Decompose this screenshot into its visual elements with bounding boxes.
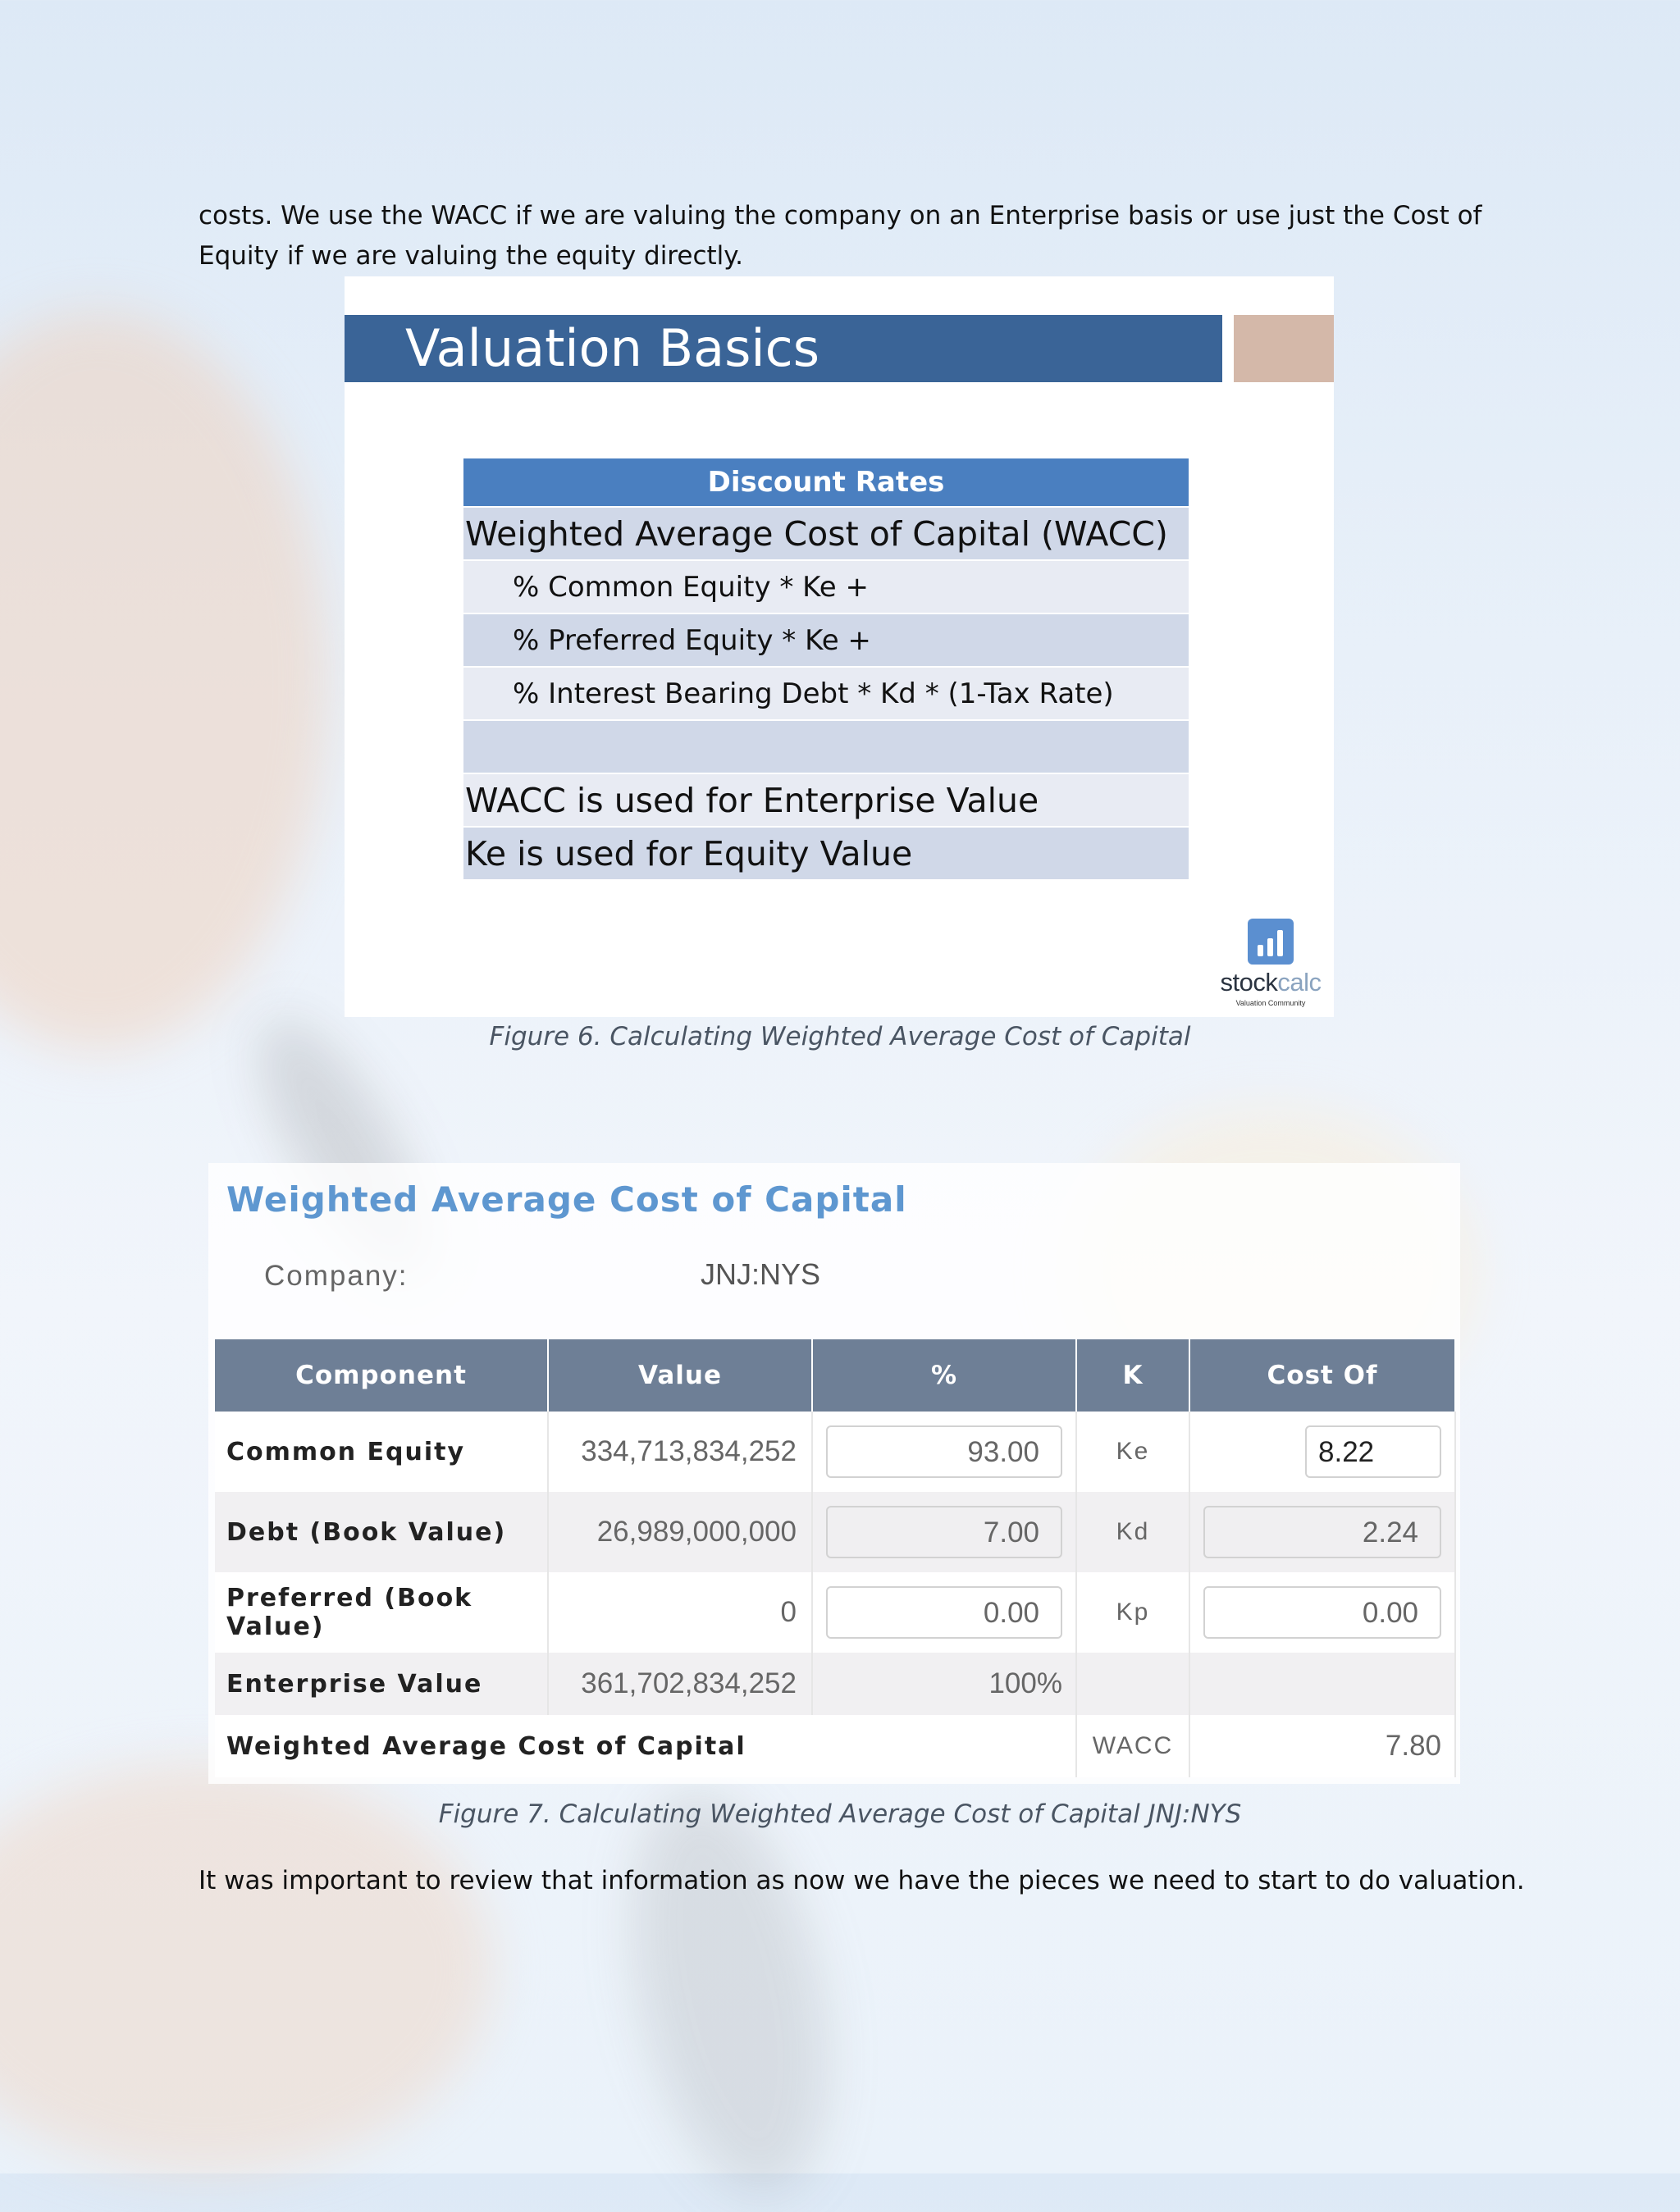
kd-cost-field: 2.24 <box>1203 1506 1441 1558</box>
discount-rates-header: Discount Rates <box>463 458 1189 506</box>
header-cost-of: Cost Of <box>1189 1339 1455 1412</box>
dr-row-wacc: Weighted Average Cost of Capital (WACC) <box>463 508 1189 559</box>
row-preferred <box>215 1572 1455 1653</box>
slide-title: Valuation Basics <box>405 318 820 378</box>
header-k: K <box>1076 1339 1189 1412</box>
kp-cost-input[interactable]: 0.00 <box>1203 1586 1441 1639</box>
component-name: Common Equity <box>215 1412 548 1492</box>
common-equity-percent-input[interactable]: 93.00 <box>826 1425 1062 1478</box>
component-name: Preferred (Book Value) <box>215 1572 548 1653</box>
discount-rates-table <box>463 458 1189 879</box>
figure-7-caption: Figure 7. Calculating Weighted Average Cost of Capital JNJ:NYS <box>438 1799 1242 1829</box>
valuation-basics-slide <box>345 276 1334 1017</box>
outro-paragraph: It was important to review that information as now we have the pieces we need to start to do valuation. <box>199 1866 1525 1895</box>
preferred-percent-input[interactable]: 0.00 <box>826 1586 1062 1639</box>
dr-row-common-equity: % Common Equity * Ke + <box>463 561 1189 613</box>
row-common-equity <box>215 1412 1455 1492</box>
component-value: 26,989,000,000 <box>548 1492 812 1572</box>
wacc-k-label: WACC <box>1076 1715 1189 1777</box>
dr-row-ke-equity: Ke is used for Equity Value <box>463 828 1189 879</box>
component-value: 334,713,834,252 <box>548 1412 812 1492</box>
wacc-calculator <box>208 1163 1460 1784</box>
bar-chart-icon <box>1248 919 1294 965</box>
row-enterprise-value <box>215 1653 1455 1715</box>
enterprise-value: 361,702,834,252 <box>548 1653 812 1715</box>
intro-paragraph: costs. We use the WACC if we are valuing the company on an Enterprise basis or use just the Cost of Equity if we are valuing the equity directly. <box>199 201 1482 271</box>
dr-row-blank <box>463 721 1189 773</box>
k-label: Kd <box>1076 1492 1189 1572</box>
wacc-value: 7.80 <box>1189 1715 1455 1777</box>
header-component: Component <box>215 1339 548 1412</box>
logo-tagline: Valuation Community <box>1235 999 1306 1007</box>
stockcalc-logo <box>1210 919 1331 1010</box>
wacc-table <box>215 1339 1456 1777</box>
header-value: Value <box>548 1339 812 1412</box>
enterprise-percent: 100% <box>812 1653 1076 1715</box>
dr-row-preferred-equity: % Preferred Equity * Ke + <box>463 614 1189 666</box>
figure-6-caption: Figure 6. Calculating Weighted Average Cost of Capital <box>489 1022 1191 1051</box>
slide-banner <box>345 315 1222 382</box>
company-value: JNJ:NYS <box>701 1257 821 1291</box>
wacc-label: Weighted Average Cost of Capital <box>215 1715 1076 1777</box>
debt-percent-field: 7.00 <box>826 1506 1062 1558</box>
k-label: Kp <box>1076 1572 1189 1653</box>
component-value: 0 <box>548 1572 812 1653</box>
wacc-title: Weighted Average Cost of Capital <box>226 1179 907 1220</box>
dr-row-wacc-enterprise: WACC is used for Enterprise Value <box>463 774 1189 826</box>
ke-cost-input[interactable]: 8.22 <box>1305 1425 1441 1478</box>
k-label: Ke <box>1076 1412 1189 1492</box>
component-name: Debt (Book Value) <box>215 1492 548 1572</box>
wacc-header-row <box>215 1339 1455 1412</box>
company-label: Company: <box>264 1260 409 1292</box>
enterprise-label: Enterprise Value <box>215 1653 548 1715</box>
header-percent: % <box>812 1339 1076 1412</box>
row-wacc <box>215 1715 1455 1777</box>
slide-accent-block <box>1234 315 1334 382</box>
logo-wordmark: stockcalc <box>1220 968 1322 997</box>
row-debt <box>215 1492 1455 1572</box>
dr-row-debt: % Interest Bearing Debt * Kd * (1-Tax Rate) <box>463 668 1189 719</box>
